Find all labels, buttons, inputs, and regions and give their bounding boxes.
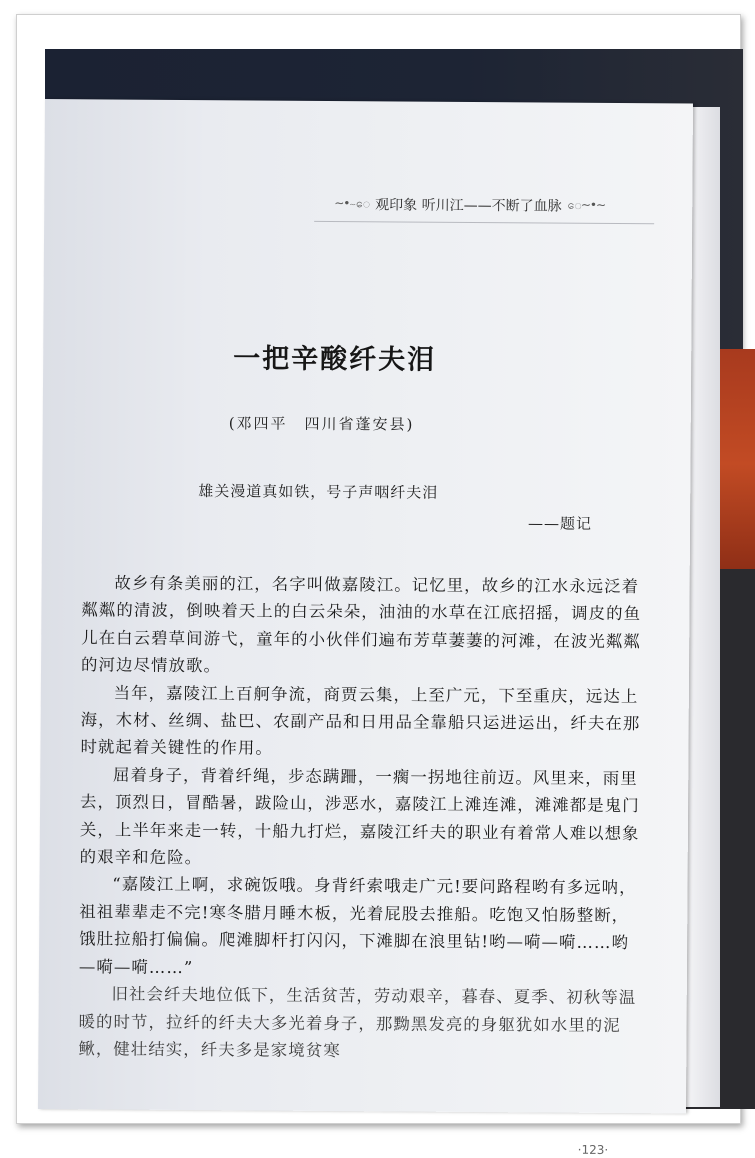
- header-text: 观印象 听川江——不断了血脉: [375, 197, 562, 215]
- book-page: [38, 99, 693, 1157]
- header-flourish-right: ေ~•~: [567, 197, 606, 212]
- article-title: 一把辛酸纤夫泪: [233, 343, 437, 376]
- paragraph: 旧社会纤夫地位低下，生活贫苦，劳动艰辛，暮春、夏季、初秋等温暖的时节，拉纤的纤夫大多光着身子，那黝黑发亮的身躯犹如水里的泥鳅，健壮结实，纤夫多是家境贫寒: [78, 984, 637, 1060]
- running-header: [334, 193, 634, 217]
- article-body: [78, 569, 641, 1066]
- paragraph: “嘉陵江上啊，求碗饭哦。身背纤索哦走广元!要问路程哟有多远呐，祖祖辈辈走不完!寒冬腊月睡木板，光着屁股去推船。吃饱又怕肠整断，饿肚拉船打偏偏。爬滩脚杆打闪闪，下滩脚在浪里钻!哟—嗬—嗬……哟—嗬—嗬……”: [78, 874, 637, 977]
- paragraph: 当年，嘉陵江上百舸争流，商贾云集，上至广元，下至重庆，远达上海，木材、丝绸、盐巴、农副产品和日用品全靠船只运进运出，纤夫在那时就起着关键性的作用。: [80, 683, 641, 759]
- epigraph: 雄关漫道真如铁，号子声咽纤夫泪: [198, 482, 439, 502]
- epigraph-inscription: ——题记: [527, 514, 593, 533]
- header-rule: [314, 221, 654, 224]
- header-flourish-left: ~•~ေ: [334, 196, 370, 211]
- page-number: ·123·: [577, 1142, 609, 1157]
- article-author: (邓四平 四川省蓬安县): [228, 414, 415, 434]
- paragraph: 故乡有条美丽的江，名字叫做嘉陵江。记忆里，故乡的江水永远泛着粼粼的清波，倒映着天上的白云朵朵，油油的水草在江底招摇，调皮的鱼儿在白云碧草间游弋，童年的小伙伴们遍布芳草萋萋的河滩，在波光粼粼的河边尽情放歌。: [80, 573, 642, 676]
- book-photo: [45, 49, 743, 1157]
- photo-frame: [16, 14, 741, 1157]
- paragraph: 屈着身子，背着纤绳，步态蹒跚，一瘸一拐地往前迈。风里来，雨里去，顶烈日，冒酷暑，跋险山，涉恶水，嘉陵江上滩连滩，滩滩都是鬼门关，上半年来走一转，十船九打烂，嘉陵江纤夫的职业有着常人难以想象的艰辛和危险。: [79, 765, 640, 868]
